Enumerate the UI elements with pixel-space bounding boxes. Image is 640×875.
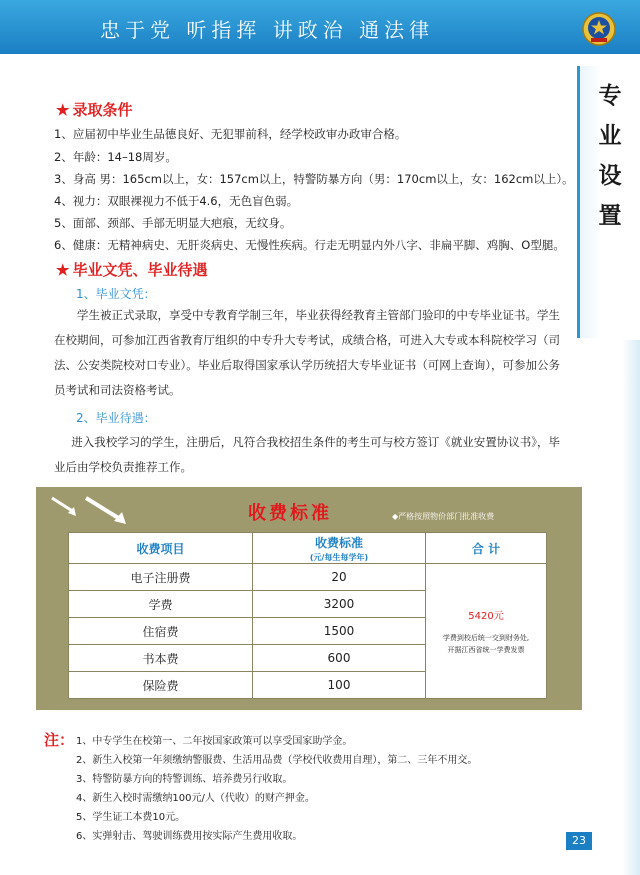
side-tab-char: 专: [598, 82, 622, 109]
side-tab-char: 置: [598, 202, 622, 229]
admission-item: 3、身高 男：165cm以上，女：157cm以上，特警防暴方向（男：170cm以上，女：162cm以上）。: [54, 172, 574, 186]
note-item: 5、学生证工本费10元。: [76, 812, 186, 823]
benefits-paragraph: 进入我校学习的学生，注册后，凡符合我校招生条件的考生可与校方签订《就业安置协议书》，毕业后由学校负责推荐工作。: [54, 435, 560, 474]
admission-item: 4、视力：双眼裸视力不低于4.6，无色盲色弱。: [54, 194, 299, 208]
arrow-icon: [46, 492, 136, 528]
table-row: [69, 564, 547, 591]
fee-note: ◆严格按照物价部门批准收费: [392, 512, 495, 521]
diploma-paragraph: 学生被正式录取，享受中专教育学制三年，毕业获得经教育主管部门验印的中专毕业证书。学生在校期间，可参加江西省教育厅组织的中专升大专考试，成绩合格，可进入大专或本科院校学习（司法、公安类院校对口专业）。毕业后取得国家承认学历统招大专毕业证书（可网上查询），可参加公务员考试和司法资格考试。: [54, 308, 560, 397]
col-total-header: 合 计: [426, 533, 547, 564]
police-emblem-icon: [582, 12, 616, 46]
fee-total-cell: [426, 564, 547, 699]
notes-label: 注：: [44, 731, 75, 749]
admission-item: 1、应届初中毕业生品德良好、无犯罪前科，经学校政审办政审合格。: [54, 127, 407, 141]
fee-amount: 600: [253, 645, 426, 672]
fee-table: [68, 532, 547, 699]
star-icon: ★: [56, 101, 70, 119]
diploma-subtitle: 1、毕业文凭：: [76, 287, 156, 301]
col-item-header: 收费项目: [69, 533, 253, 564]
admission-item: 2、年龄：14–18周岁。: [54, 150, 177, 164]
admission-item: 5、面部、颈部、手部无明显大疤痕，无纹身。: [54, 216, 292, 230]
col-standard-header: 收费标准 (元/每生每学年): [253, 533, 426, 564]
fee-total: 5420元: [468, 610, 504, 622]
note-item: 6、实弹射击、驾驶训练费用按实际产生费用收取。: [76, 831, 303, 842]
side-tab-char: 设: [598, 162, 622, 189]
page-header: [0, 0, 640, 54]
fee-amount: 100: [253, 672, 426, 699]
star-icon: ★: [56, 261, 70, 279]
fee-amount: 20: [253, 564, 426, 591]
side-stripe: [622, 340, 640, 875]
section-side-tab: [577, 66, 640, 338]
table-header-row: [69, 533, 547, 564]
note-item: 4、新生入校时需缴纳100元/人（代收）的财产押金。: [76, 793, 315, 804]
fee-amount: 1500: [253, 618, 426, 645]
fee-title: 收费标准: [248, 503, 332, 524]
note-item: 2、新生入校第一年须缴纳警服费、生活用品费（学校代收费用自理），第二、三年不用交。: [76, 755, 478, 766]
graduation-title: ★ 毕业文凭、毕业待遇: [56, 261, 208, 279]
fee-item: 住宿费: [69, 618, 253, 645]
page-number: 23: [566, 832, 592, 850]
fee-item: 学费: [69, 591, 253, 618]
fee-item: 书本费: [69, 645, 253, 672]
header-slogan: 忠于党 听指挥 讲政治 通法律: [100, 18, 435, 42]
note-item: 3、特警防暴方向的特警训练、培养费另行收取。: [76, 774, 293, 785]
benefits-subtitle: 2、毕业待遇：: [76, 411, 156, 425]
fee-item: 保险费: [69, 672, 253, 699]
fee-amount: 3200: [253, 591, 426, 618]
admission-title: ★ 录取条件: [56, 101, 133, 119]
note-item: 1、中专学生在校第一、二年按国家政策可以享受国家助学金。: [76, 736, 353, 747]
fee-item: 电子注册费: [69, 564, 253, 591]
side-tab-char: 业: [598, 122, 622, 149]
fee-total-note: 开据江西省统一学费发票: [447, 645, 525, 654]
fee-total-note: 学费到校后统一交到财务处,: [442, 633, 530, 642]
admission-item: 6、健康：无精神病史、无肝炎病史、无慢性疾病。行走无明显内外八字、非扁平脚、鸡胸、O型腿。: [54, 238, 565, 252]
